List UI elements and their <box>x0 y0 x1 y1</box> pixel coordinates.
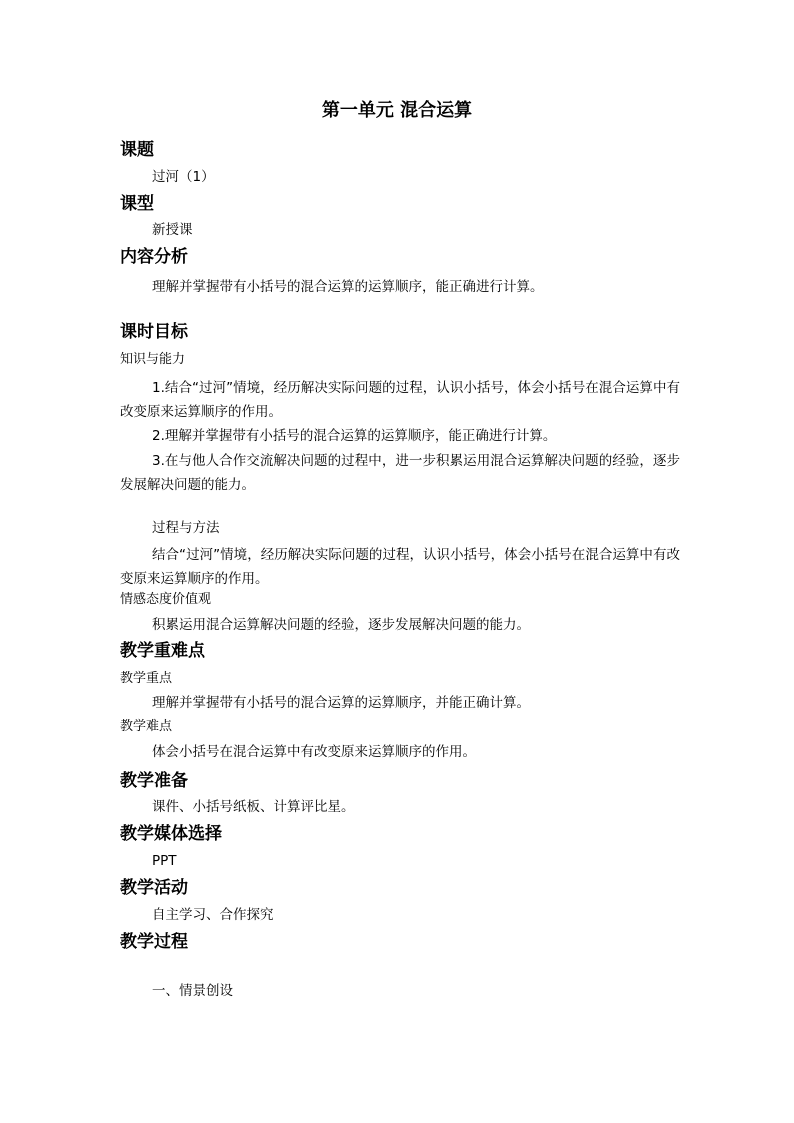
difficulty-text: 体会小括号在混合运算中有改变原来运算顺序的作用。 <box>152 744 476 760</box>
attitude-text: 积累运用混合运算解决问题的经验，逐步发展解决问题的能力。 <box>152 617 530 633</box>
heading-media: 教学媒体选择 <box>120 824 222 844</box>
media-text: PPT <box>152 853 177 869</box>
topic-text: 过河（1） <box>152 169 215 185</box>
process-method-text: 结合“过河”情境，经历解决实际问题的过程，认识小括号，体会小括号在混合运算中有改变原来运算顺序的作用。 <box>120 547 680 587</box>
activity-text: 自主学习、合作探究 <box>152 907 274 923</box>
process-step-1: 一、情景创设 <box>152 983 233 999</box>
process-method-label: 过程与方法 <box>152 520 220 536</box>
content-analysis-text: 理解并掌握带有小括号的混合运算的运算顺序，能正确进行计算。 <box>152 279 544 295</box>
heading-teaching-process: 教学过程 <box>120 932 188 952</box>
heading-topic: 课题 <box>120 140 154 160</box>
preparation-text: 课件、小括号纸板、计算评比星。 <box>152 799 355 815</box>
heading-activity: 教学活动 <box>120 878 188 898</box>
focus-text: 理解并掌握带有小括号的混合运算的运算顺序，并能正确计算。 <box>152 695 530 711</box>
knowledge-item-3: 3.在与他人合作交流解决问题的过程中，进一步积累运用混合运算解决问题的经验，逐步发展解决问题的能力。 <box>120 453 680 493</box>
heading-objectives: 课时目标 <box>120 322 188 342</box>
heading-keypoints: 教学重难点 <box>120 641 205 661</box>
heading-type: 课型 <box>120 194 154 214</box>
knowledge-item-2: 2.理解并掌握带有小括号的混合运算的运算顺序，能正确进行计算。 <box>152 428 557 444</box>
document-title: 第一单元 混合运算 <box>321 100 473 121</box>
focus-label: 教学重点 <box>120 671 173 686</box>
attitude-label: 情感态度价值观 <box>120 592 212 607</box>
knowledge-item-1: 1.结合“过河”情境，经历解决实际问题的过程，认识小括号，体会小括号在混合运算中有改变原来运算顺序的作用。 <box>120 380 680 420</box>
heading-preparation: 教学准备 <box>120 771 188 791</box>
heading-content-analysis: 内容分析 <box>120 247 188 267</box>
difficulty-label: 教学难点 <box>120 719 173 734</box>
type-text: 新授课 <box>152 222 193 238</box>
knowledge-label: 知识与能力 <box>120 352 186 367</box>
